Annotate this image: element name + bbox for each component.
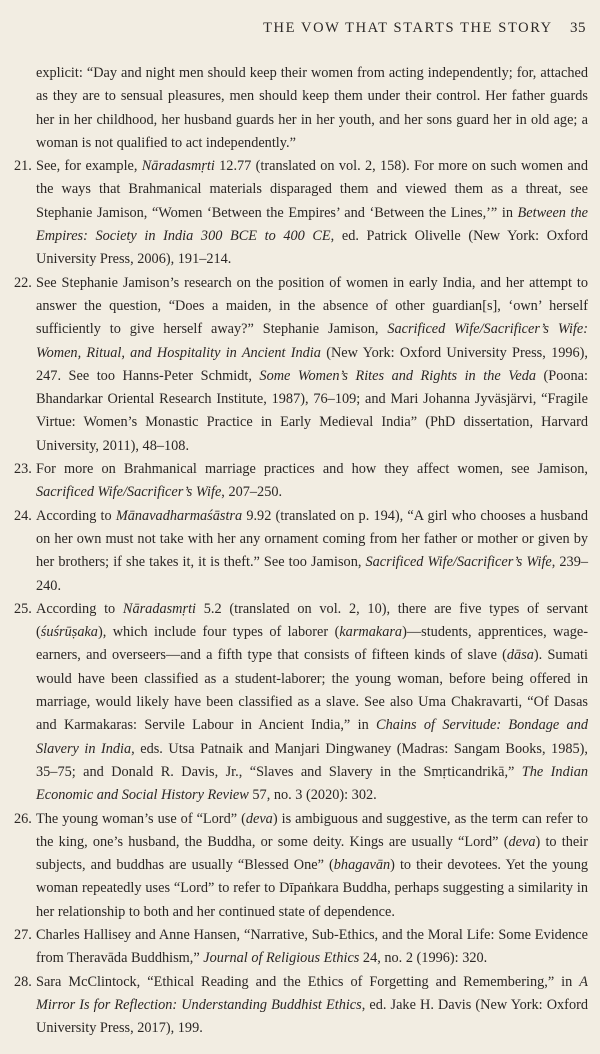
note-24 — [14, 505, 588, 598]
note-text: According to — [36, 507, 116, 524]
note-number: 26. — [14, 810, 32, 827]
running-title: THE VOW THAT STARTS THE STORY — [263, 20, 553, 36]
running-header — [263, 20, 586, 37]
note-text: , ed. Patrick Olivelle (New York: Oxford University Press, 2006), 191–214. — [36, 228, 588, 268]
note-20-continuation: explicit: “Day and night men should keep their women from acting independently; for, attached as they are to sensual pleasures, men should keep them under their control. Her father guards her in her childhood, her husband guards her in her youth, and her sons guard her in old age; a woman is not qualified to act independently.” — [36, 65, 588, 151]
note-italic: Mānavadharmaśāstra — [115, 507, 243, 524]
note-italic: dāsa — [506, 647, 534, 664]
note-text: Charles Hallisey and Anne Hansen, “Narrative, Sub-Ethics, and the Moral Life: Some Evidence from Theravāda Buddhism,” — [36, 926, 588, 967]
note-text: Sara McClintock, “Ethical Reading and the Ethics of Forgetting and Remembering,” in — [36, 973, 580, 990]
note-italic: Chains of Servitude: Bondage and Slavery in India — [36, 717, 588, 757]
note-text: , eds. Utsa Patnaik and Manjari Dingwaney (Madras: Sangam Books, 1985), 35–75; and Donald R. Davis, Jr., “Slaves and Slavery in the Smṛticandrikā,” — [36, 740, 588, 780]
note-text: ). Sumati would have been classified as a student-laborer; the young woman, before being offered in marriage, would likely have been classified as a slave. See also Uma Chakravarti, “Of Dasas and Karmakaras: Servile Labour in Ancient India,” in — [36, 647, 588, 734]
note-text: (New York: Oxford University Press, 1996), 247. See too Hanns-Peter Schmidt, — [36, 344, 589, 384]
note-number: 24. — [14, 507, 32, 524]
note-italic: bhagavān — [333, 857, 391, 874]
note-text: )—students, apprentices, wage-earners, and overseers—and a fifth type that consists of fifteen kinds of slave ( — [36, 624, 588, 664]
note-text: 24, no. 2 (1996): 320. — [359, 950, 488, 967]
note-text: For more on Brahmanical marriage practices and how they affect women, see Jamison, — [36, 461, 588, 478]
note-21 — [14, 155, 588, 271]
note-number: 25. — [14, 600, 32, 617]
note-italic: Nāradasmṛti — [141, 158, 215, 175]
note-text: See, for example, — [36, 158, 142, 175]
note-italic: The Indian Economic and Social History Review — [36, 763, 588, 804]
note-text: ) to their subjects, and buddhas are usually “Blessed One” ( — [36, 833, 588, 874]
note-text: According to — [36, 600, 123, 617]
note-italic: Sacrificed Wife/Sacrificer’s Wife: Women, Ritual, and Hospitality in Ancient India — [36, 321, 588, 361]
note-number: 28. — [14, 973, 32, 990]
note-italic: deva — [245, 810, 273, 827]
note-text: 9.92 (translated on p. 194), “A girl who chooses a husband on her own must not take with her any ornament coming from her father or mother or given by her brothers; if she takes it, it is theft.” See too Jamison, — [36, 507, 588, 571]
note-22 — [14, 272, 588, 458]
note-italic: deva — [508, 833, 536, 850]
note-text: (Poona: Bhandarkar Oriental Research Institute, 1987), 76–109; and Mari Johanna Jyväsjärvi, “Fragile Virtue: Women’s Monastic Practice in Early Medieval India” (PhD dissertation, Harvard University, 2011), 48–108. — [36, 367, 588, 454]
note-text: ), which include four types of laborer ( — [97, 624, 340, 641]
note-italic: A Mirror Is for Reflection: Understanding Buddhist Ethics — [36, 973, 588, 1013]
note-27 — [14, 924, 588, 971]
note-text: , 207–250. — [221, 484, 283, 501]
note-italic: śuśrūṣaka — [40, 624, 98, 641]
note-text: ) is ambiguous and suggestive, as the term can refer to the king, one’s husband, the Buddha, or some deity. Kings are usually “Lord” ( — [36, 810, 588, 850]
note-25 — [14, 598, 588, 808]
note-text: , ed. Jake H. Davis (New York: Oxford University Press, 2017), 199. — [36, 996, 589, 1037]
endnotes — [14, 62, 588, 1040]
note-italic: Between the Empires: Society in India 300 BCE to 400 CE — [36, 204, 588, 245]
note-text: 5.2 (translated on vol. 2, 10), there are five types of servant ( — [36, 600, 589, 641]
note-text: ) to their devotees. Yet the young woman repeatedly uses “Lord” to refer to Dīpaṅkara Buddha, perhaps suggesting a similarity in her relationship to both and her continued state of dependence. — [36, 857, 588, 920]
note-italic: karmakara — [339, 624, 403, 641]
note-text: , 239–240. — [36, 554, 588, 594]
note-italic: Sacrificed Wife/Sacrificer’s Wife — [36, 484, 222, 501]
note-28 — [14, 971, 588, 1041]
note-italic: Nāradasmṛti — [122, 600, 197, 617]
note-number: 23. — [14, 461, 32, 478]
page-number: 35 — [570, 20, 586, 36]
note-italic: Journal of Religious Ethics — [203, 950, 360, 967]
note-number: 27. — [14, 926, 32, 943]
note-26 — [14, 808, 588, 924]
note-text: 57, no. 3 (2020): 302. — [248, 787, 377, 804]
note-italic: Some Women’s Rites and Rights in the Veda — [259, 367, 536, 384]
note-italic: Sacrificed Wife/Sacrificer’s Wife — [365, 554, 552, 571]
note-text: See Stephanie Jamison’s research on the position of women in early India, and her attempt to answer the question, “Does a maiden, in the absence of other guardian[s], ‘own’ herself sufficiently to give herself away?” Stephanie Jamison, — [36, 274, 588, 338]
note-number: 21. — [14, 158, 32, 175]
note-number: 22. — [14, 274, 32, 291]
note-text: The young woman’s use of “Lord” ( — [36, 810, 246, 827]
note-text: 12.77 (translated on vol. 2, 158). For more on such women and the ways that Brahmanical materials disparaged them and viewed them as a threat, see Stephanie Jamison, “Women ‘Between the Empires’ and ‘Between the Lines,’” in — [36, 158, 588, 221]
note-23 — [14, 458, 588, 505]
